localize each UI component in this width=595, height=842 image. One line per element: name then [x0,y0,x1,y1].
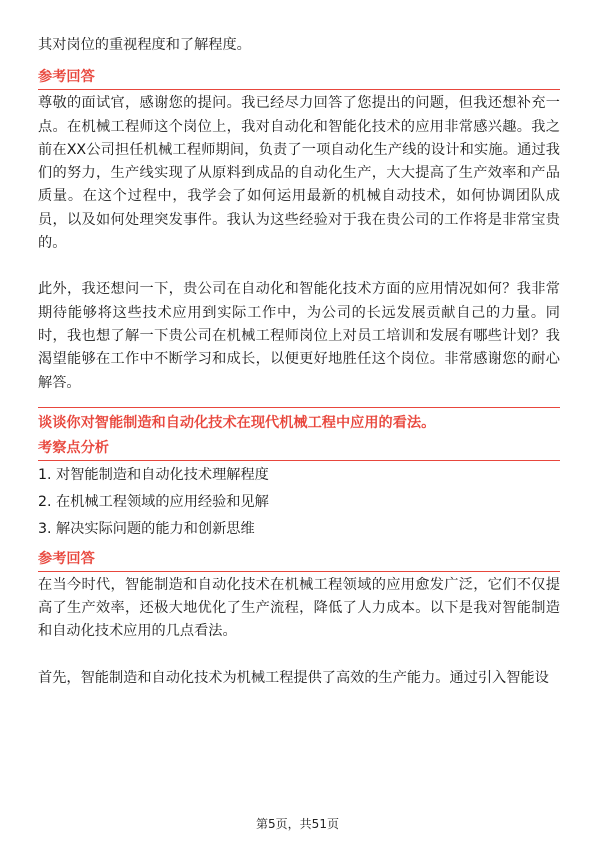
page-content [38,34,560,690]
section-divider [38,407,560,408]
answer2-label: 参考回答 [38,550,95,567]
answer1-paragraph-1: 尊敬的面试官，感谢您的提问。我已经尽力回答了您提出的问题，但我还想补充一点。在机械工程师这个岗位上，我对自动化和智能化技术的应用非常感兴趣。我之前在XX公司担任机械工程师期间，负责了一项自动化生产线的设计和实施。通过我们的努力，生产线实现了从原料到成品的自动化生产，大大提高了生产效率和产品质量。在这个过程中，我学会了如何运用最新的机械自动技术，如何协调团队成员，以及如何处理突发事件。我认为这些经验对于我在贵公司的工作将是非常宝贵的。 [38,95,560,252]
analysis-list [38,464,560,540]
answer1-divider [38,89,560,90]
intro-tail-text: 其对岗位的重视程度和了解程度。 [38,37,251,53]
question-2-title: 谈谈你对智能制造和自动化技术在现代机械工程中应用的看法。 [38,414,436,431]
analysis-item-1: 1. 对智能制造和自动化技术理解程度 [38,466,269,483]
answer1-paragraph-2: 此外，我还想问一下，贵公司在自动化和智能化技术方面的应用情况如何？我非常期待能够将这些技术应用到实际工作中，为公司的长远发展贡献自己的力量。同时，我也想了解一下贵公司在机械工程师岗位上对员工培训和发展有哪些计划？我渴望能够在工作中不断学习和成长，以便更好地胜任这个岗位。非常感谢您的耐心解答。 [38,281,560,391]
answer1-label: 参考回答 [38,69,95,86]
page-number-footer: 第5页，共51页 [256,817,339,831]
analysis-item-2: 2. 在机械工程领域的应用经验和见解 [38,493,269,510]
answer2-paragraph-2: 首先，智能制造和自动化技术为机械工程提供了高效的生产能力。通过引入智能设 [38,669,549,686]
analysis-divider [38,460,560,461]
answer2-divider [38,571,560,572]
analysis-item-3: 3. 解决实际问题的能力和创新思维 [38,520,255,537]
analysis-label: 考察点分析 [38,439,109,456]
answer2-paragraph-1: 在当今时代，智能制造和自动化技术在机械工程领域的应用愈发广泛，它们不仅提高了生产效率，还极大地优化了生产流程，降低了人力成本。以下是我对智能制造和自动化技术应用的几点看法。 [38,576,560,640]
